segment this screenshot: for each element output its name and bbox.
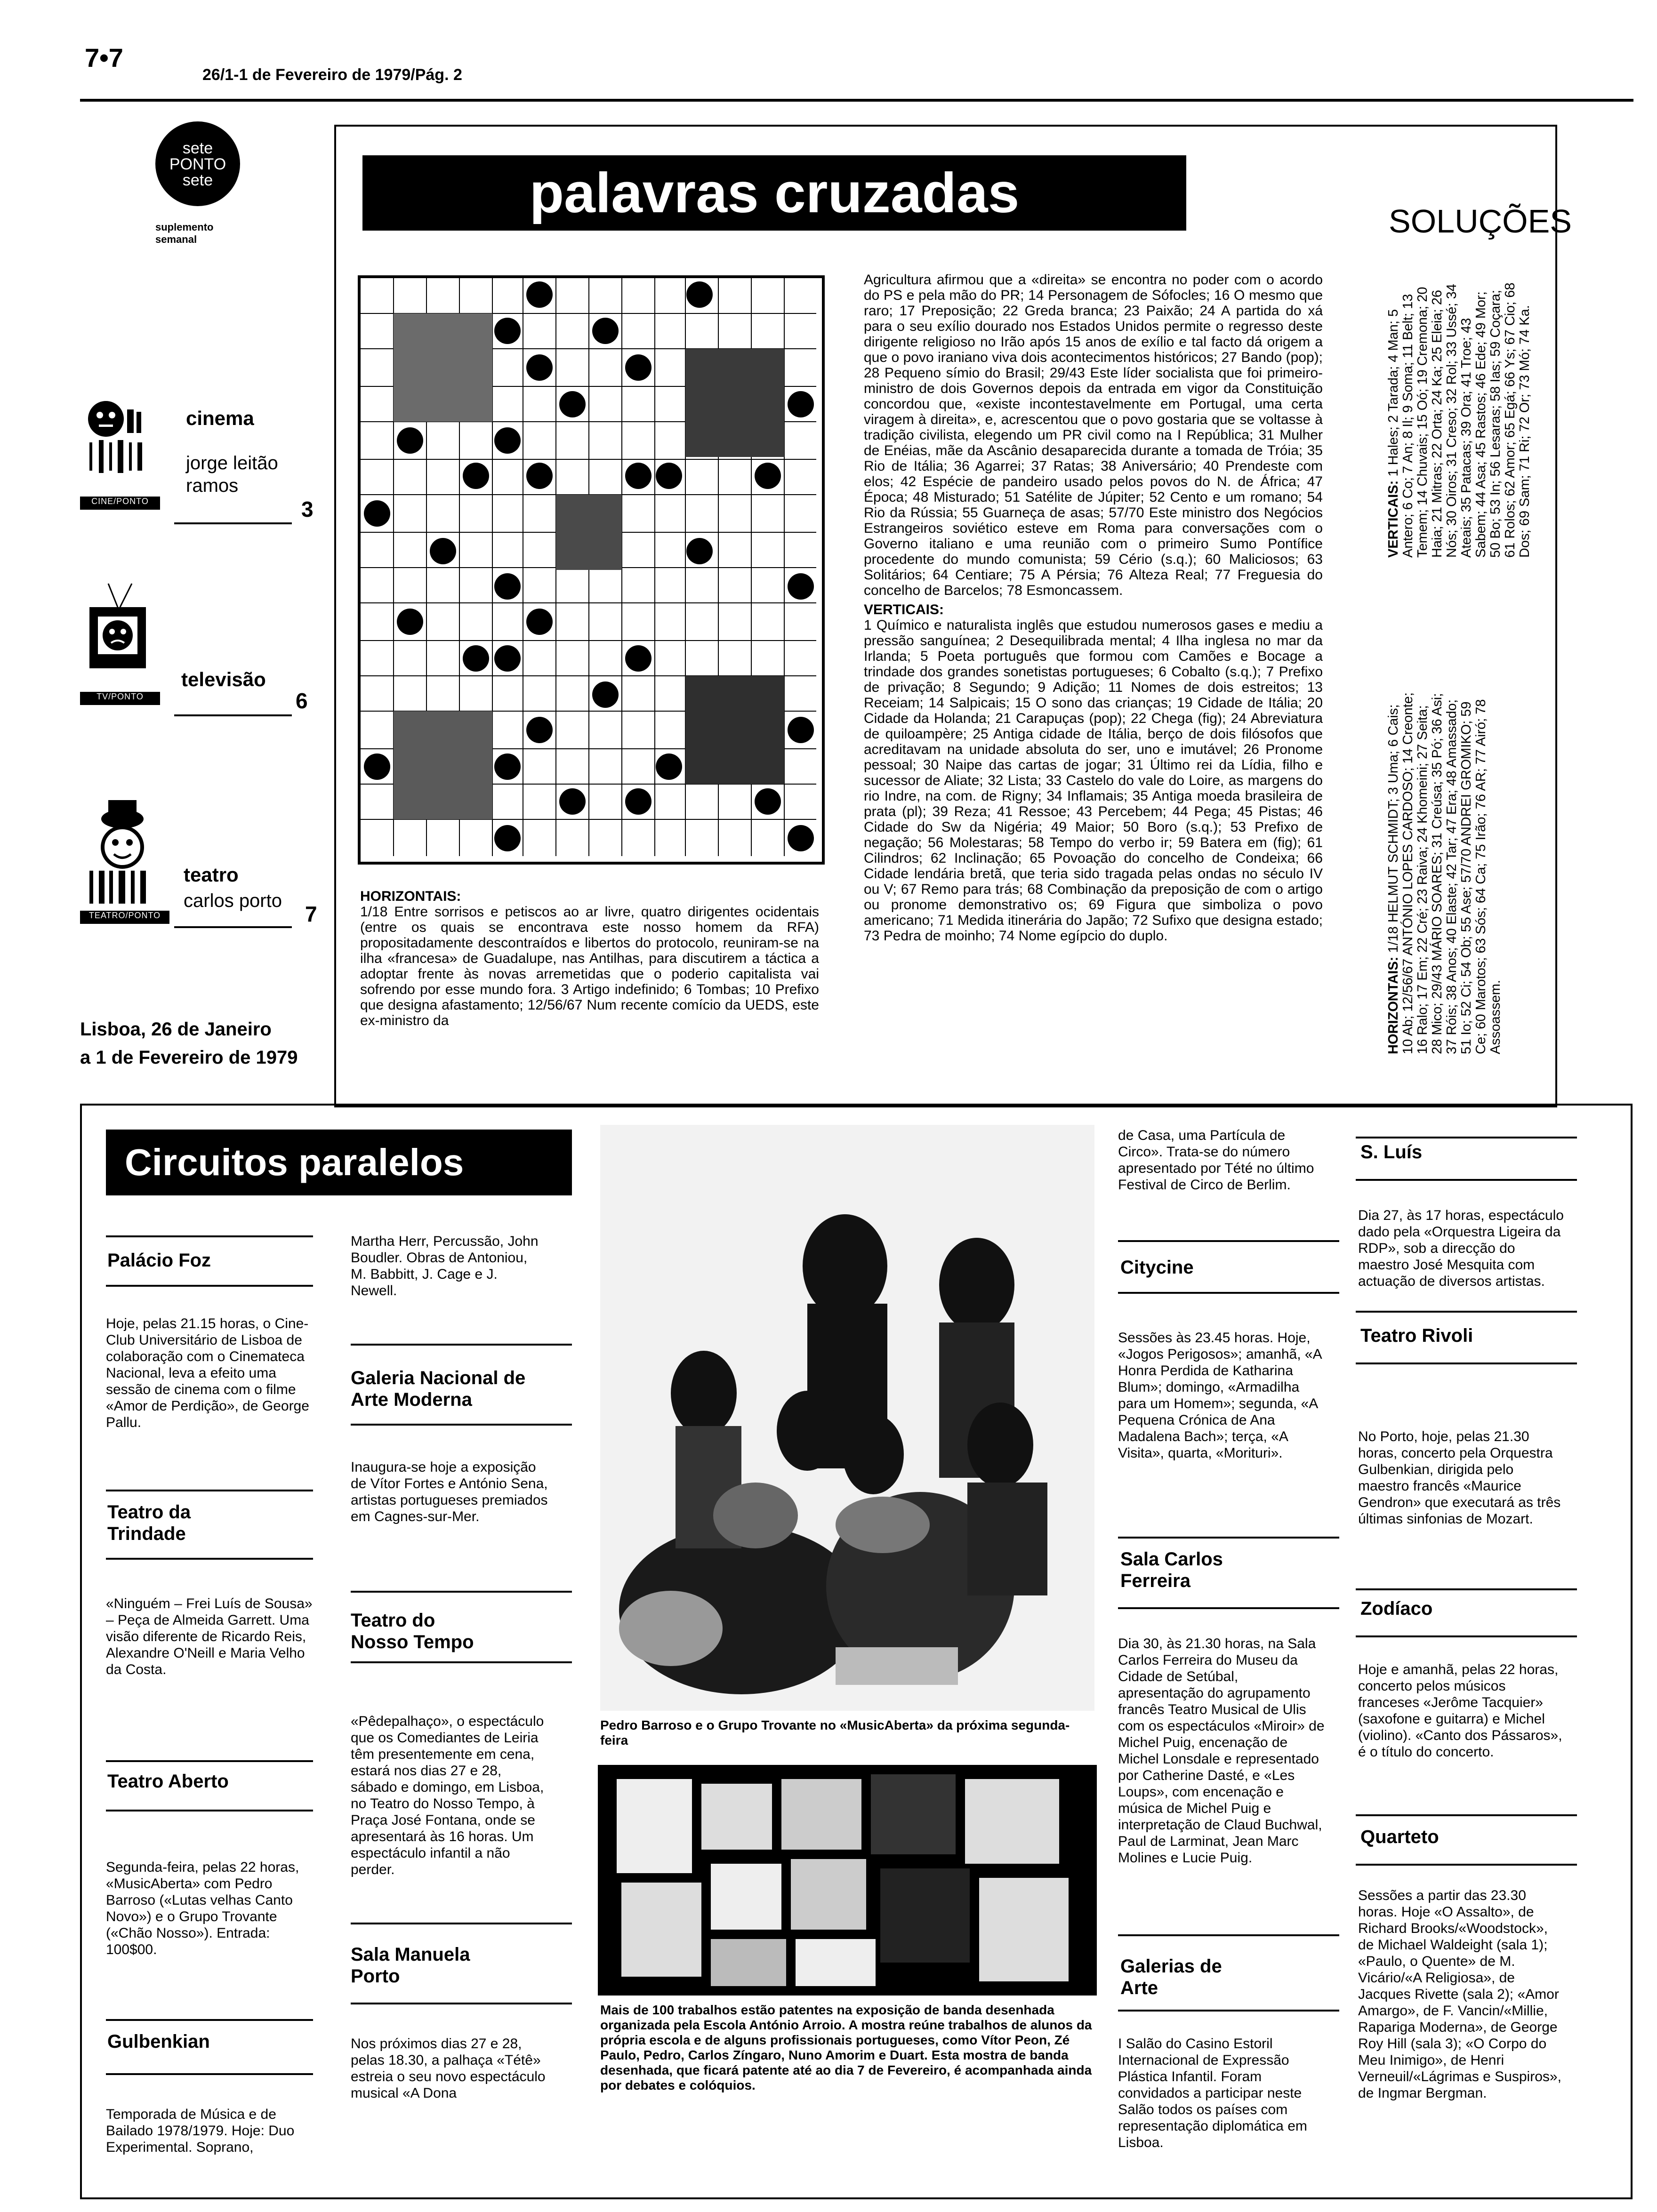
clues-column-2 xyxy=(864,272,1323,944)
solutions-horizontais xyxy=(1386,687,1503,1054)
teatro-author: carlos porto xyxy=(184,890,282,911)
divider xyxy=(106,1810,313,1811)
divider xyxy=(1356,1137,1577,1138)
date-range-line-1: Lisboa, 26 de Janeiro xyxy=(80,1019,272,1040)
divider xyxy=(1356,1814,1577,1816)
divider xyxy=(1118,1537,1339,1539)
grid-photo-3 xyxy=(556,495,622,570)
logo-word-top: sete xyxy=(182,139,213,157)
divider xyxy=(351,1424,572,1426)
divider xyxy=(351,1661,572,1663)
sete-ponto-sete-logo xyxy=(155,121,240,206)
teatro-rule xyxy=(174,926,292,928)
divider xyxy=(1356,1179,1577,1181)
trovante-photo xyxy=(600,1125,1094,1711)
head-quarteto: Quarteto xyxy=(1360,1827,1439,1847)
text-teatro-trindade: «Ninguém – Frei Luís de Sousa» – Peça de Almeida Garrett. Uma visão diferente de Ricardo Reis, Alexandre O'Neill e Maria Velho da Costa. xyxy=(106,1596,313,1677)
tv-page[interactable]: 6 xyxy=(296,689,308,713)
teatro-page[interactable]: 7 xyxy=(305,902,317,926)
head-galeria-nacional: Galeria Nacional de Arte Moderna xyxy=(351,1368,526,1410)
header-rule xyxy=(80,99,1633,102)
date-range-line-2: a 1 de Fevereiro de 1979 xyxy=(80,1047,298,1068)
divider xyxy=(1118,1240,1339,1242)
head-sala-manuela-porto: Sala Manuela Porto xyxy=(351,1944,470,1987)
head-sala-carlos-ferreira: Sala Carlos Ferreira xyxy=(1120,1549,1223,1591)
page-code: 7•7 xyxy=(85,43,123,72)
teatro-title[interactable]: teatro xyxy=(184,864,239,886)
cinema-title[interactable]: cinema xyxy=(186,407,254,429)
horizontais-text: 1/18 Entre sorrisos e petiscos ao ar livre, quatro dirigentes ocidentais (entre os quais se encontrava este nosso homem da RFA) propositadamente descontraídos e libertos do protocolo, reuniram-se na ilha «francesa» de Guadalupe, nas Antilhas, para discutirem a táctica a adoptar frente às novas arremetidas que o poderio capitalista vai sofrendo por esse mundo fora. 3 Artigo indefinido; 6 Tombas; 10 Prefixo que designa afastamento; 12/56/67 Num recente comício da UEDS, este ex-ministro da xyxy=(360,904,819,1028)
divider xyxy=(351,1923,572,1924)
exhibit-caption: Mais de 100 trabalhos estão patentes na exposição de banda desenhada organizada pela Escola António Arroio. A mostra reúne trabalhos de alunos da própria escola e de alguns profissionais portugueses, como Vítor Peon, Zé Paulo, Pedro, Carlos Zíngaro, Nuno Amorim e Duart. Esta mostra de banda desenhada, que ficará patente até ao dia 7 de Fevereiro, é acompanhada ainda por debates e colóquios. xyxy=(600,2003,1092,2092)
solutions-verticais xyxy=(1386,275,1532,558)
grid-lines xyxy=(361,278,816,856)
tv-rule xyxy=(174,714,292,716)
head-teatro-aberto: Teatro Aberto xyxy=(107,1771,229,1792)
text-sala-manuela-porto: Nos próximos dias 27 e 28, pelas 18.30, a palhaça «Tétê» estreia o seu novo espectáculo musical «A Dona xyxy=(351,2036,546,2101)
divider xyxy=(1118,2010,1339,2012)
divider xyxy=(106,2073,313,2075)
television-icon xyxy=(80,579,165,682)
divider xyxy=(106,1285,313,1287)
sol-hor-text: 1/18 HELMUT SCHMIDT; 3 Uma; 6 Cais; 10 Ab; 12/56/67 ANTÓNIO LOPES CARDOSO; 14 Creonte; 16 Ralo; 17 Em; 22 Cré; 23 Raiva; 24 Khomeini; 27 Seita; 28 Mico; 29/43 MÁRIO SOARES; 31 Creúsa; 35 Pó; 36 Asi; 37 Róis; 38 Anos; 40 Elaste; 42 Tar; 47 Era; 48 Amassado; 51 Io; 52 Ci; 54 Ob; 55 Ase; 57/70 ANDREI GROMIKO; 59 Ce; 60 Marotos; 63 Sós; 64 Ca; 75 Irão; 76 AR; 77 Airó; 78 Assoassem. xyxy=(1386,692,1503,1054)
crossword-grid xyxy=(358,275,825,865)
head-teatro-nosso-tempo: Teatro do Nosso Tempo xyxy=(351,1610,474,1652)
verticais-label: VERTICAIS: xyxy=(864,602,944,617)
trovante-caption: Pedro Barroso e o Grupo Trovante no «MusicAberta» da próxima segunda-feira xyxy=(600,1718,1070,1747)
text-zodiaco: Hoje e amanhã, pelas 22 horas, concerto pelos músicos franceses «Jerôme Tacquier» (saxofone e guitarra) e Michel (violino). «Canto dos Pássaros», é o título do concerto. xyxy=(1358,1662,1562,1760)
supplement-label: suplemento semanal xyxy=(155,221,214,245)
divider xyxy=(1356,1588,1577,1590)
divider xyxy=(351,1591,572,1593)
date-line: 26/1-1 de Fevereiro de 1979/Pág. 2 xyxy=(202,66,462,84)
text-galeria-nacional: Inaugura-se hoje a exposição de Vítor Fortes e António Sena, artistas portugueses premiados em Cagnes-sur-Mer. xyxy=(351,1459,548,1524)
text-citycine: Sessões às 23.45 horas. Hoje, «Jogos Perigosos»; amanhã, «A Honra Perdida de Katharina Blum»; domingo, «Armadilha para um Homem»; segunda, «A Pequena Crónica de Ana Madalena Bach»; terça, «A Visita», quarta, «Morituri». xyxy=(1118,1330,1321,1461)
divider xyxy=(1356,1864,1577,1866)
solutions-title: SOLUÇÕES xyxy=(1389,203,1572,240)
verticais-text: 1 Químico e naturalista inglês que estudou numerosos gases e mediu a pressão sanguínea; 2 Desequilibrada mental; 4 Ilha inglesa no mar da Irlanda; 5 Poeta português que formou com Camões e Bocage a trindade dos grandes sonetistas portugueses; 6 Cobalto (s.q.); 7 Prefixo de privação; 8 Segundo; 9 Adição; 11 Nomes de dois estreitos; 13 Receiam; 14 Salpicais; 15 O sono das crianças; 19 Cidade de Itália; 20 Cidade da Holanda; 21 Carapuças (pop); 22 Chega (fig); 24 Abreviatura de quiloampère; 25 Antiga cidade de Itália, berço de dois filósofos que acreditavam na unidade absoluta do ser, uno e imutável; 26 Pronome pessoal; 30 Naipe das cartas de jogar; 31 Último rei da Lídia, filho e sucessor de Aliate; 32 Lista; 33 Castelo do vale do Loire, as margens do rio Indre, na com. de Rigny; 34 Inflamais; 35 Antiga moeda brasileira de prata (pl); 39 Reza; 41 Ressoe; 43 Percebem; 44 Pega; 45 Pistas; 46 Cidade do Sw da Nigéria; 49 Maior; 50 Boro (s.q.); 53 Prefixo de negação; 56 Molestaras; 58 Tempo do verbo ir; 59 Batera em (fig); 61 Cilindros; 62 Inclinação; 65 Povoação do concelho de Condeixa; 66 Cidade lendária bretã, que teria sido tragada pelas ondas no século IV ou V; 67 Remo para trás; 68 Combinação da preposição de com o artigo ou pronome demonstrativo os; 69 Figura que simboliza o povo americano; 71 Medida itinerária do Japão; 72 Sufixo que designa estado; 73 Pedra de moinho; 74 Nome egípcio do duplo. xyxy=(864,617,1323,944)
tv-title[interactable]: televisão xyxy=(181,668,266,690)
head-zodiaco: Zodíaco xyxy=(1360,1598,1433,1619)
horizontais-label: HORIZONTAIS: xyxy=(360,889,461,904)
divider xyxy=(1356,1362,1577,1364)
cinema-page[interactable]: 3 xyxy=(301,497,314,521)
cinema-author: jorge leitão ramos xyxy=(186,453,278,496)
grid-photo-2 xyxy=(685,349,784,457)
text-teatro-rivoli: No Porto, hoje, pelas 21.30 horas, concerto pela Orquestra Gulbenkian, dirigida pelo maestro francês «Maurice Gendron» que executará as três últimas sinfonias de Mozart. xyxy=(1358,1429,1561,1527)
head-palacio-foz: Palácio Foz xyxy=(107,1250,211,1271)
grid-photo-5 xyxy=(685,676,784,784)
theatre-icon xyxy=(80,795,174,913)
divider xyxy=(1118,1934,1339,1936)
text-teatro-aberto: Segunda-feira, pelas 22 horas, «MusicAberta» com Pedro Barroso («Lutas velhas Canto Novo») e o Grupo Trovante («Chão Nosso»). Entrada: 100$00. xyxy=(106,1859,299,1957)
cinema-rule xyxy=(174,522,292,524)
divider xyxy=(1356,1635,1577,1637)
grid-photo-1 xyxy=(394,313,492,422)
text-gulbenkian: Temporada de Música e de Bailado 1978/1979. Hoje: Duo Experimental. Soprano, xyxy=(106,2107,295,2155)
divider xyxy=(1118,1607,1339,1609)
cinema-tag: CINE/PONTO xyxy=(80,497,160,510)
divider xyxy=(106,2019,313,2021)
head-citycine: Citycine xyxy=(1120,1257,1194,1278)
divider xyxy=(106,1490,313,1491)
text-palacio-foz: Hoje, pelas 21.15 horas, o Cine-Club Universitário de Lisboa de colaboração com o Cinemateca Nacional, leva a efeito uma sessão de cinema com o filme «Amor de Perdição», de George Pallu. xyxy=(106,1316,309,1430)
divider xyxy=(106,1235,313,1237)
divider xyxy=(106,1558,313,1560)
logo-word-mid: PONTO xyxy=(169,155,226,173)
sol-vert-text: 1 Hales; 2 Tarada; 4 Man; 5 Antero; 6 Co; 7 An; 8 Il; 9 Soma; 11 Belt; 13 Temem; 14 Chuvais; 15 Oó; 19 Cremona; 20 Haia; 21 Mitras; 22 Orta; 24 Ka; 25 Eleia; 26 Nós; 30 Oiros; 31 Creso; 32 Rol; 33 Ussé; 34 Ateais; 35 Patacas; 39 Ora; 41 Troe; 43 Sabem; 44 Asa; 45 Rastos; 46 Ede; 49 Mor; 50 Bo; 53 In; 56 Lesaras; 58 Ias; 59 Coçara; 61 Rolos; 62 Amor; 65 Egá; 66 Ys; 67 Cio; 68 Dos; 69 Sam; 71 Ri; 72 Or; 73 Mó; 74 Ka. xyxy=(1386,282,1532,558)
horizontais-continued: Agricultura afirmou que a «direita» se encontra no poder com o acordo do PS e pela mão do PR; 14 Personagem de Sófocles; 16 O mesmo que raro; 17 Preposição; 22 Greda branca; 23 Paixão; 24 A partida do xá para o seu exílio dourado nos Estados Unidos permite o regresso deste dirigente religioso no Irão após 15 anos de exílio e tal facto dá origem a que o povo iraniano viva dois acontecimentos históricos; 27 Bando (pop); 28 Pequeno símio do Brasil; 29/43 Este líder socialista que foi primeiro-ministro de dois Governos depois da entrada em vigor da Constituição concordou que, «existe incontestavelmente em Portugal, uma certa viragem à direita», e, acrescentou que o povo gostaria que se voltasse à tradição civilista, elegendo um PR civil como na I República; 31 Mulher de Enéias, mãe da Ascânio desaparecida durante a tomada de Tróia; 35 Rio de Itália; 36 Agarrei; 37 Ratas; 38 Aniversário; 40 Prendeste com elos; 42 Espécie de pandeiro usado pelos povos do N. de África; 47 Época; 48 Misturado; 51 Satélite de Júpiter; 52 Cento e um romano; 54 Rio da Rússia; 55 Guarneça de asas; 57/70 Este ministro dos Negócios Estrangeiros soviético esteve em Roma para conversações com o Governo italiano e uma reunião com o primeiro Sumo Pontífice procedente do mundo comunista; 59 Cério (s.q.); 60 Maliciosos; 63 Solitários; 64 Centiare; 75 A Pérsia; 76 Alteza Real; 77 Freguesia do concelho de Barcelos; 78 Esmoncassem. xyxy=(864,272,1323,598)
divider xyxy=(1118,1292,1339,1294)
divider xyxy=(351,2003,572,2004)
grid-photo-4 xyxy=(394,711,492,819)
text-gulbenkian-cont: Martha Herr, Percussão, John Boudler. Obras de Antoniou, M. Babbitt, J. Cage e J. Newell. xyxy=(351,1234,539,1298)
text-teatro-nosso-tempo: «Pêdepalhaço», o espectáculo que os Comediantes de Leiria têm presentemente em cena, estará nos dias 27 e 28, sábado e domingo, em Lisboa, no Teatro do Nosso Tempo, à Praça José Fontana, onde se apresentará às 16 horas. Um espectáculo infantil a não perder. xyxy=(351,1714,544,1877)
sol-hor-label: HORIZONTAIS: xyxy=(1386,956,1401,1054)
divider xyxy=(106,1760,313,1762)
cinema-icon xyxy=(80,395,165,489)
text-s-luis: Dia 27, às 17 horas, espectáculo dado pela «Orquestra Ligeira da RDP», sob a direcção do maestro José Mesquita com actuação de diversos artistas. xyxy=(1358,1208,1564,1289)
circuitos-title: Circuitos paralelos xyxy=(106,1130,572,1195)
text-galerias-arte: I Salão do Casino Estoril Internacional de Expressão Plástica Infantil. Foram convidados a participar neste Salão todos os países com representação diplomática em Lisboa. xyxy=(1118,2036,1307,2150)
divider xyxy=(351,1344,572,1346)
divider xyxy=(1356,1311,1577,1313)
exhibit-photo xyxy=(598,1765,1097,1996)
teatro-tag: TEATRO/PONTO xyxy=(80,911,169,924)
head-gulbenkian: Gulbenkian xyxy=(107,2031,210,2052)
text-sala-carlos-ferreira: Dia 30, às 21.30 horas, na Sala Carlos Ferreira do Museu da Cidade de Setúbal, apresentação do agrupamento francês Teatro Musical de Ulis com os espectáculos «Miroir» de Michel Puig, encenação de Michel Lonsdale e representado por Catherine Dasté, e «Les Loups», com encenação e música de Michel Puig e interpretação de Claud Buchwal, Paul de Larminat, Jean Marc Molines e Lucie Puig. xyxy=(1118,1636,1325,1866)
logo-word-bot: sete xyxy=(182,171,213,189)
head-galerias-arte: Galerias de Arte xyxy=(1120,1956,1222,1998)
head-teatro-rivoli: Teatro Rivoli xyxy=(1360,1325,1473,1346)
horizontais-block xyxy=(360,889,819,1028)
text-circo-cont: de Casa, uma Partícula de Circo». Trata-se do número apresentado por Tété no último Festival de Circo de Berlim. xyxy=(1118,1128,1314,1193)
sol-vert-label: VERTICAIS: xyxy=(1386,480,1401,558)
head-s-luis: S. Luís xyxy=(1360,1142,1423,1162)
text-quarteto: Sessões a partir das 23.30 horas. Hoje «O Assalto», de Richard Brooks/«Woodstock», de Michael Waldeight (sala 1); «Paulo, o Quente» de M. Vicário/«A Religiosa», de Jacques Rivette (sala 2); «Amor Amargo», de F. Vancin/«Millie, Rapariga Moderna», de George Roy Hill (sala 3); «O Corpo do Meu Inimigo», de Henri Verneuil/«Lágrimas e Suspiros», de Ingmar Bergman. xyxy=(1358,1888,1561,2101)
page-header xyxy=(0,0,1657,108)
tv-tag: TV/PONTO xyxy=(80,692,160,705)
head-teatro-trindade: Teatro da Trindade xyxy=(107,1502,191,1544)
crossword-title: palavras cruzadas xyxy=(362,155,1186,231)
